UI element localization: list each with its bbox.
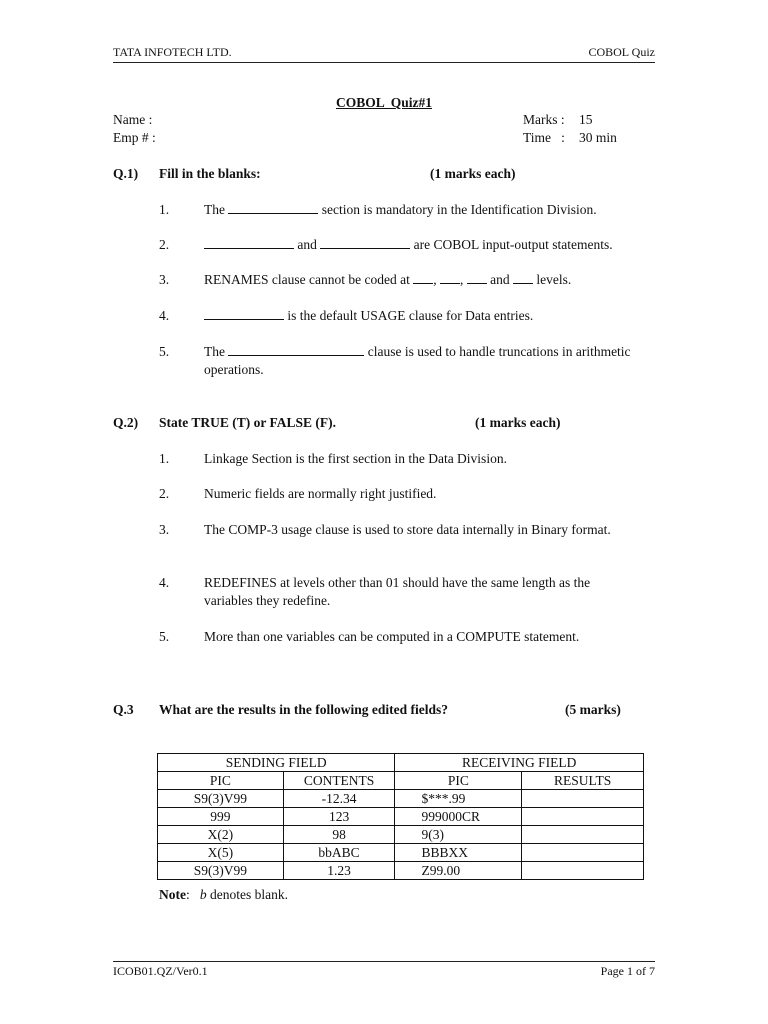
q1-marks: (1 marks each) [430,166,516,181]
table-row [158,826,644,844]
results-cell[interactable] [522,862,644,880]
footer-page-number: Page 1 of 7 [600,964,655,978]
table-row [158,844,644,862]
q1-item-number: 2. [159,237,170,252]
name-label: Name : [113,112,153,127]
note-label: Note [159,887,186,902]
header-rule [113,62,655,63]
q1-item-3: RENAMES clause cannot be coded at , , and levels. [204,272,572,287]
table-row [158,790,644,808]
receiving-pic-cell: BBBXX [395,844,522,862]
q1-item-number: 4. [159,308,170,323]
results-cell[interactable] [522,790,644,808]
q1-number: Q.1) [113,166,139,181]
time-value: 30 min [579,130,617,145]
time-label: Time : [523,130,565,145]
q1-item-number: 1. [159,202,170,217]
column-header: PIC [395,772,522,790]
q2-item-2: Numeric fields are normally right justified. [204,486,437,501]
emp-label: Emp # : [113,130,156,145]
sending-field-header: SENDING FIELD [158,754,395,772]
q2-item-3: The COMP-3 usage clause is used to store data internally in Binary format. [204,522,611,537]
contents-cell: -12.34 [283,790,395,808]
q2-item-number: 2. [159,486,170,501]
header-doc-title: COBOL Quiz [588,45,655,59]
results-cell[interactable] [522,844,644,862]
results-cell[interactable] [522,826,644,844]
sending-pic-cell: X(5) [158,844,284,862]
q3-marks: (5 marks) [565,702,621,717]
q2-item-number: 1. [159,451,170,466]
receiving-pic-cell: $***.99 [395,790,522,808]
q2-item-4: REDEFINES at levels other than 01 should have the same length as the variables they redefine. [204,575,591,608]
q2-item-number: 4. [159,575,170,590]
q3-title: What are the results in the following edited fields? [159,702,448,717]
receiving-pic-cell: Z99.00 [395,862,522,880]
q1-item-4: is the default USAGE clause for Data entries. [204,308,533,324]
q3-number: Q.3 [113,702,134,717]
marks-value: 15 [579,112,593,127]
header-company: TATA INFOTECH LTD. [113,45,232,59]
results-cell[interactable] [522,808,644,826]
contents-cell: bbABC [283,844,395,862]
note-text: denotes blank. [206,887,288,902]
quiz-title: COBOL Quiz#1 [335,95,433,110]
footer-code: ICOB01.QZ/Ver0.1 [113,964,208,978]
receiving-field-header: RECEIVING FIELD [395,754,644,772]
receiving-pic-cell: 999000CR [395,808,522,826]
q1-item-number: 3. [159,272,170,287]
q2-item-number: 3. [159,522,170,537]
table-note: Note: b denotes blank. [159,887,288,902]
receiving-pic-cell: 9(3) [395,826,522,844]
table-column-header [158,772,644,790]
column-header: PIC [158,772,284,790]
column-header: CONTENTS [283,772,395,790]
q2-item-number: 5. [159,629,170,644]
q2-marks: (1 marks each) [475,415,561,430]
q1-title: Fill in the blanks: [159,166,261,181]
column-header: RESULTS [522,772,644,790]
table-group-header [158,754,644,772]
note-letter: b [199,887,207,902]
q2-title: State TRUE (T) or FALSE (F). [159,415,336,430]
q1-item-5: The clause is used to handle truncations in arithmetic operations. [204,344,631,377]
table-row [158,862,644,880]
sending-pic-cell: 999 [158,808,284,826]
contents-cell: 98 [283,826,395,844]
sending-pic-cell: S9(3)V99 [158,790,284,808]
footer-rule [113,961,655,962]
q1-item-1: The section is mandatory in the Identification Division. [204,202,597,217]
edited-fields-table [157,753,644,880]
sending-pic-cell: X(2) [158,826,284,844]
q2-number: Q.2) [113,415,139,430]
marks-label: Marks : [523,112,565,127]
q1-item-number: 5. [159,344,170,359]
q1-item-2: and are COBOL input-output statements. [204,237,613,253]
sending-pic-cell: S9(3)V99 [158,862,284,880]
q2-item-5: More than one variables can be computed in a COMPUTE statement. [204,629,580,644]
contents-cell: 1.23 [283,862,395,880]
contents-cell: 123 [283,808,395,826]
table-row [158,808,644,826]
q2-item-1: Linkage Section is the first section in the Data Division. [204,451,507,466]
